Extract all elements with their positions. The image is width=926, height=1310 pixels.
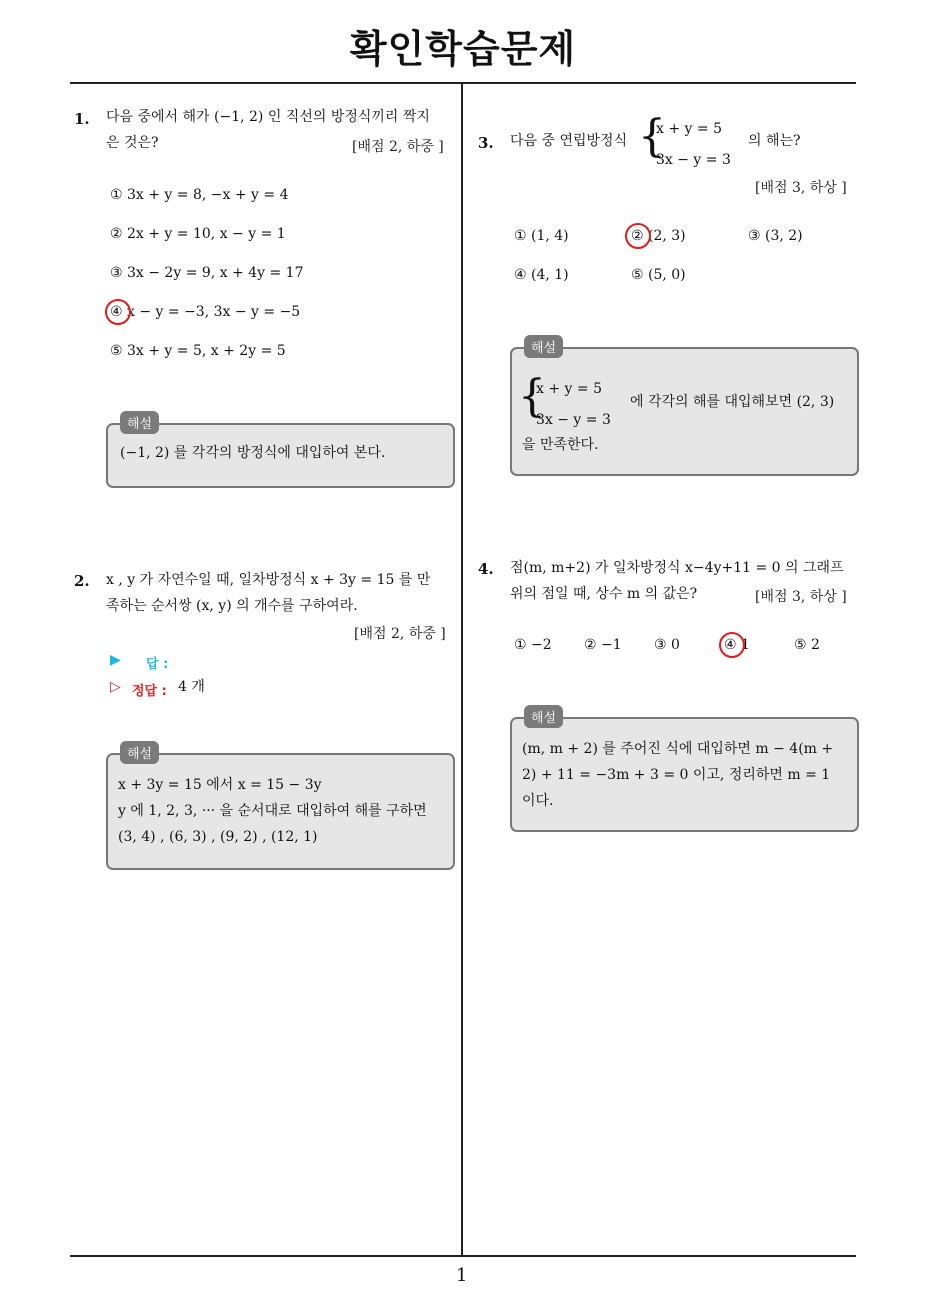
q2-explanation-line3: (3, 4) , (6, 3) , (9, 2) , (12, 1) xyxy=(118,829,318,845)
q4-explanation-tag: 해설 xyxy=(524,705,563,728)
q3-option-1[interactable]: ① (1, 4) xyxy=(514,228,569,244)
top-divider xyxy=(70,82,856,84)
q1-explanation-tag: 해설 xyxy=(120,411,159,434)
q3-number: 3. xyxy=(478,134,494,152)
q4-explanation-line3: 이다. xyxy=(522,793,554,809)
q2-explanation-tag: 해설 xyxy=(120,741,159,764)
answer-arrow-icon: ▶ xyxy=(110,652,121,668)
q4-option-2[interactable]: ② −1 xyxy=(584,637,622,653)
q1-option-2[interactable]: ② 2x + y = 10, x − y = 1 xyxy=(110,226,286,242)
q1-text-line2: 은 것은? xyxy=(106,135,159,151)
q4-option-1[interactable]: ① −2 xyxy=(514,637,552,653)
q4-option-5[interactable]: ⑤ 2 xyxy=(794,637,820,653)
q2-number: 2. xyxy=(74,572,90,590)
q2-text-line2: 족하는 순서쌍 (x, y) 의 개수를 구하여라. xyxy=(106,598,358,614)
column-divider xyxy=(461,83,463,1255)
q2-explanation-line2: y 에 1, 2, 3, ··· 을 순서대로 대입하여 해를 구하면 xyxy=(118,803,427,819)
q1-option-3[interactable]: ③ 3x − 2y = 9, x + 4y = 17 xyxy=(110,265,304,281)
q2-correct-value: 4 개 xyxy=(178,679,205,695)
q4-answer-circle-mark xyxy=(719,632,745,658)
q4-text-line1: 점(m, m+2) 가 일차방정식 x−4y+11 = 0 의 그래프 xyxy=(510,560,844,576)
q3-text-after: 의 해는? xyxy=(748,133,801,149)
q2-correct-label: 정답 : xyxy=(132,684,167,699)
q2-answer-label: 답 : xyxy=(146,657,169,672)
q4-explanation-line1: (m, m + 2) 를 주어진 식에 대입하면 m − 4(m + xyxy=(522,741,834,757)
q3-option-5[interactable]: ⑤ (5, 0) xyxy=(631,267,686,283)
q3-meta: [배점 3, 하상 ] xyxy=(755,180,847,196)
q4-option-4[interactable]: ④ 1 xyxy=(724,637,750,653)
q1-option-4[interactable]: ④ x − y = −3, 3x − y = −5 xyxy=(110,304,301,320)
q1-answer-circle-mark xyxy=(105,299,131,325)
q1-number: 1. xyxy=(74,110,90,128)
correct-arrow-icon: ▷ xyxy=(110,679,121,695)
q4-option-3[interactable]: ③ 0 xyxy=(654,637,680,653)
page-title: 확인학습문제 xyxy=(349,27,577,71)
q4-text-line2: 위의 점일 때, 상수 m 의 값은? xyxy=(510,586,698,602)
q3-exp-brace: { xyxy=(518,371,546,422)
q3-eq1: x + y = 5 xyxy=(656,121,722,137)
q2-meta: [배점 2, 하중 ] xyxy=(354,626,446,642)
q3-option-2[interactable]: ② (2, 3) xyxy=(631,228,686,244)
q1-option-1[interactable]: ① 3x + y = 8, −x + y = 4 xyxy=(110,187,289,203)
q3-exp-eq2: 3x − y = 3 xyxy=(536,412,611,428)
q4-explanation-line2: 2) + 11 = −3m + 3 = 0 이고, 정리하면 m = 1 xyxy=(522,767,831,783)
q3-system-brace: { xyxy=(638,111,666,162)
q2-explanation-line1: x + 3y = 15 에서 x = 15 − 3y xyxy=(118,777,322,793)
q3-exp-text1: 에 각각의 해를 대입해보면 (2, 3) xyxy=(630,394,835,410)
q1-meta: [배점 2, 하중 ] xyxy=(352,139,444,155)
q3-exp-eq1: x + y = 5 xyxy=(536,381,602,397)
page-number: 1 xyxy=(456,1265,468,1286)
bottom-divider xyxy=(70,1255,856,1257)
q3-text: 다음 중 연립방정식 xyxy=(510,133,628,149)
q4-number: 4. xyxy=(478,560,494,578)
q3-exp-text2: 을 만족한다. xyxy=(522,437,599,453)
q1-option-5[interactable]: ⑤ 3x + y = 5, x + 2y = 5 xyxy=(110,343,286,359)
q3-answer-circle-mark xyxy=(625,223,651,249)
q3-option-4[interactable]: ④ (4, 1) xyxy=(514,267,569,283)
q4-meta: [배점 3, 하상 ] xyxy=(755,589,847,605)
q2-text-line1: x , y 가 자연수일 때, 일차방정식 x + 3y = 15 를 만 xyxy=(106,572,431,588)
q3-explanation-tag: 해설 xyxy=(524,335,563,358)
q3-option-3[interactable]: ③ (3, 2) xyxy=(748,228,803,244)
q1-explanation-text: (−1, 2) 를 각각의 방정식에 대입하여 본다. xyxy=(120,445,386,461)
q3-eq2: 3x − y = 3 xyxy=(656,152,731,168)
q1-text-line1: 다음 중에서 해가 (−1, 2) 인 직선의 방정식끼리 짝지 xyxy=(106,109,430,125)
